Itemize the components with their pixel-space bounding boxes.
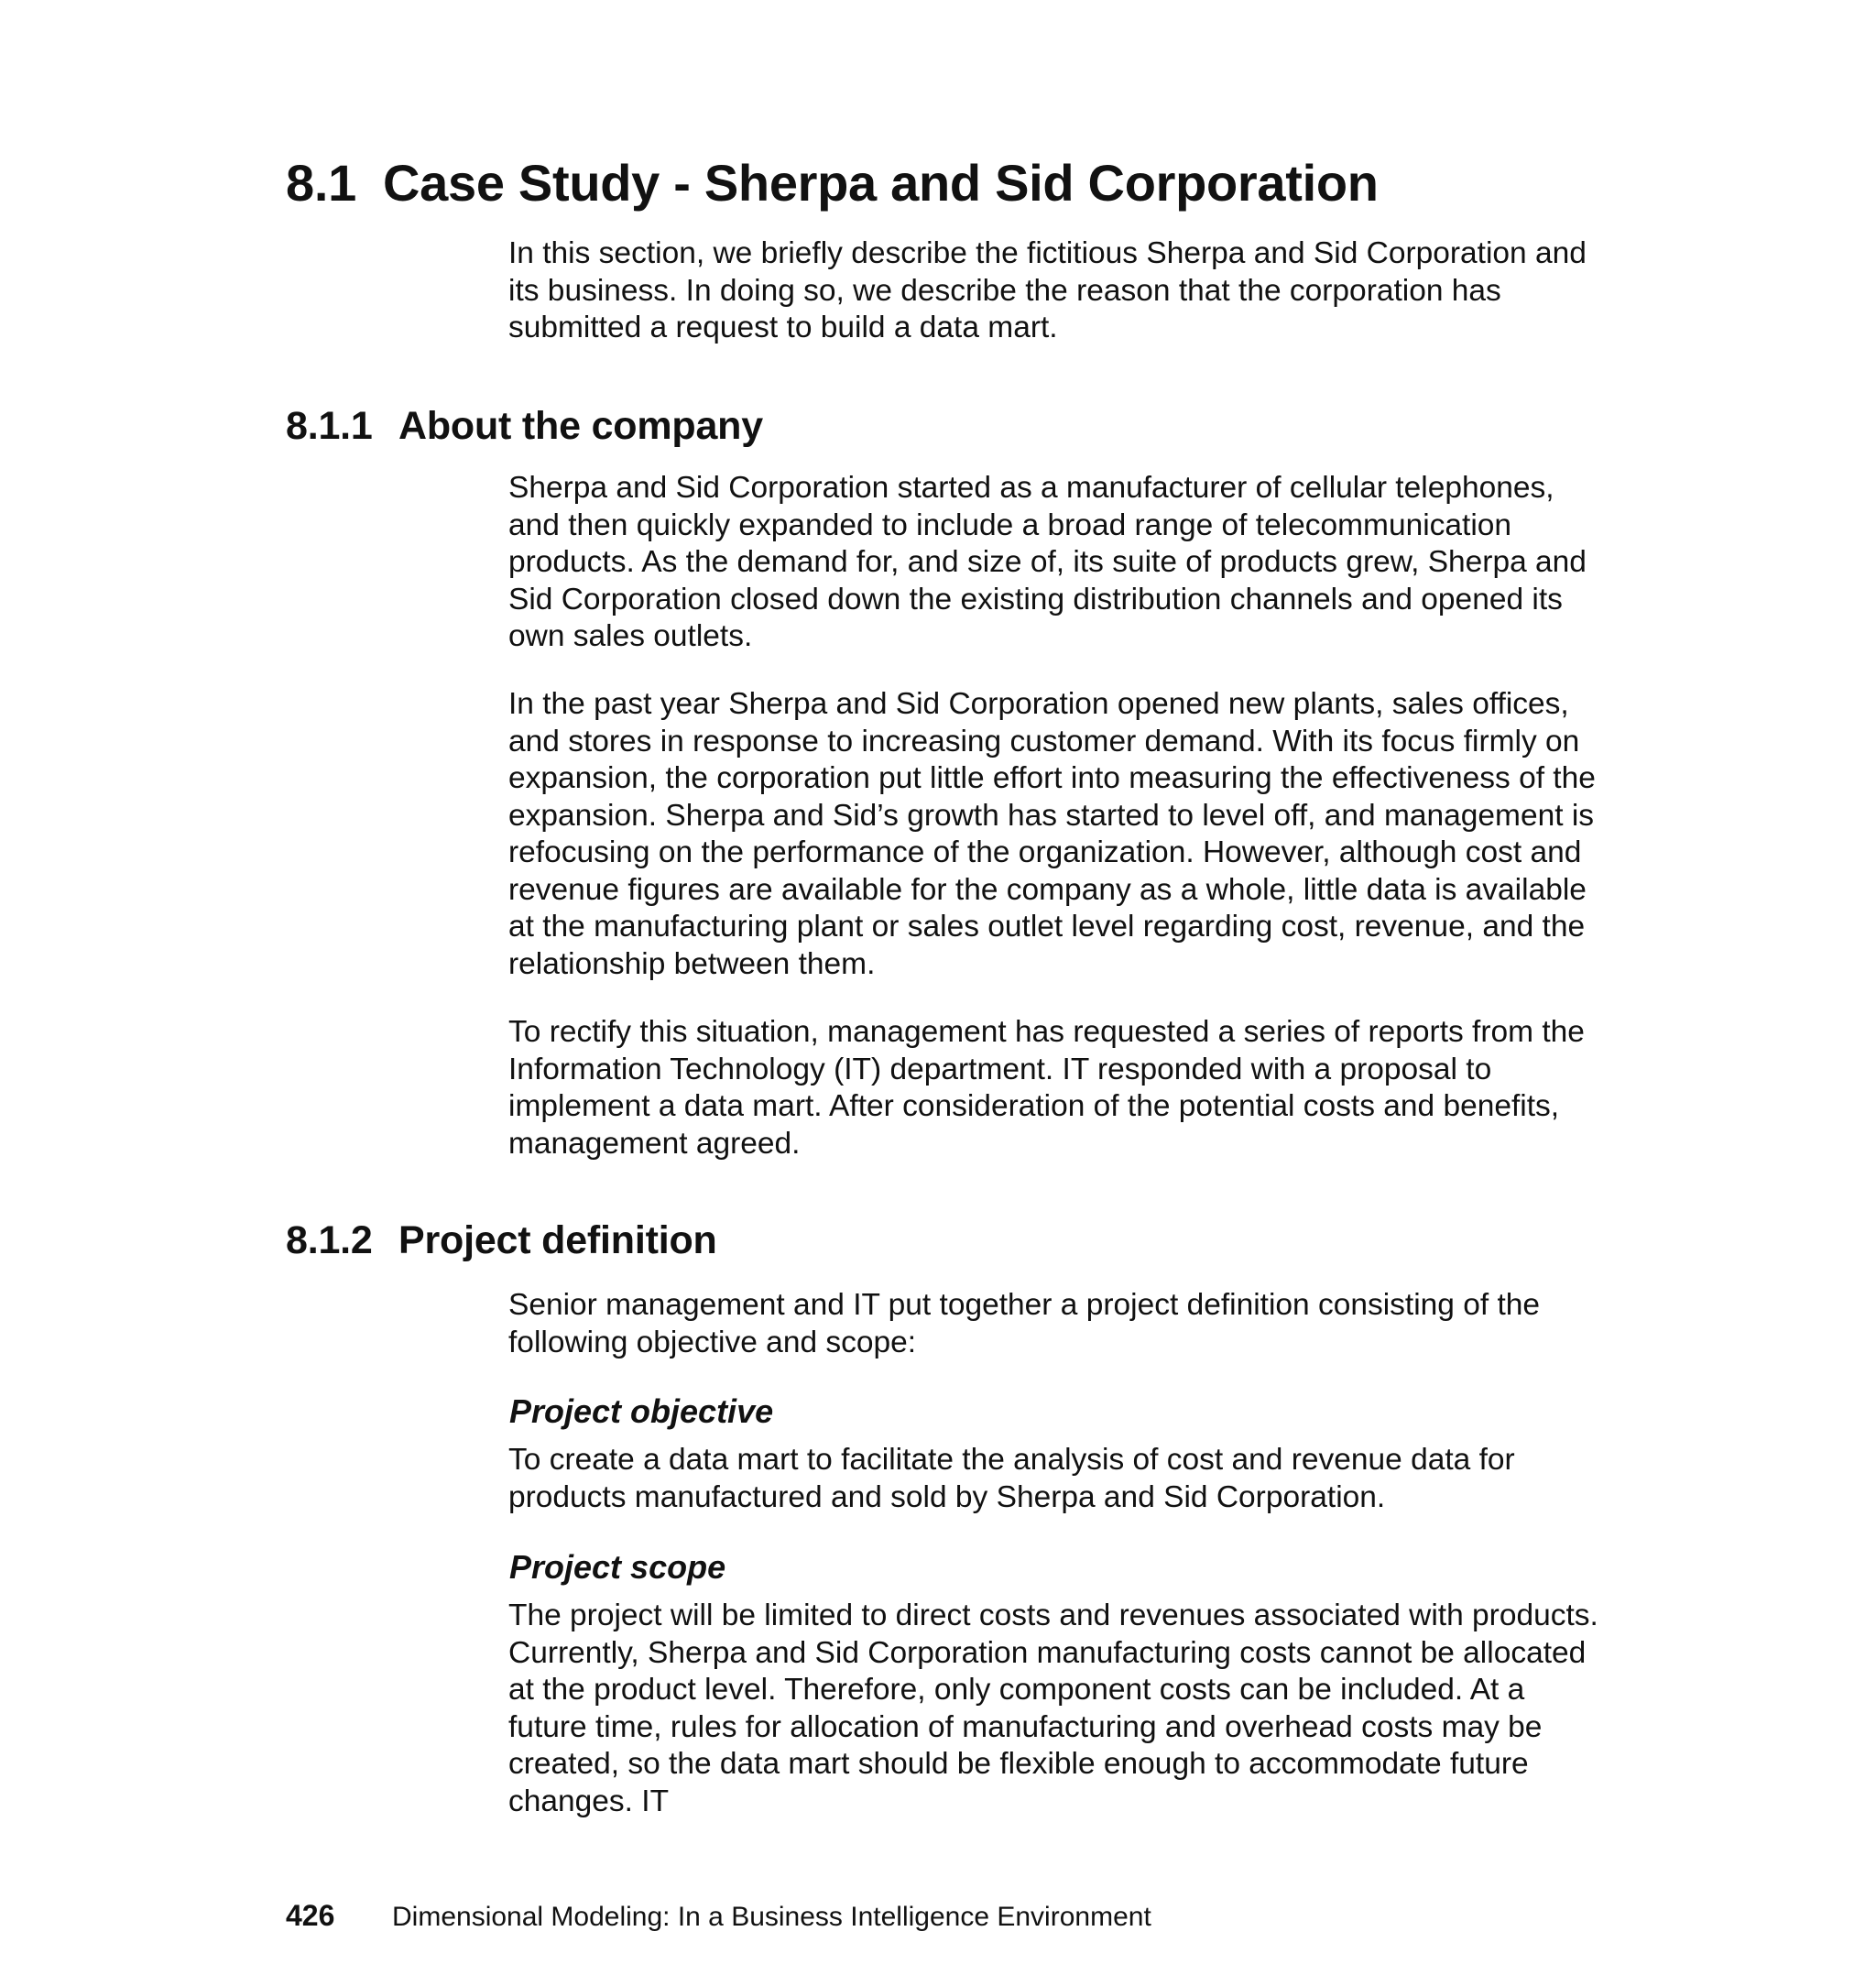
subsection-title-about: About the company [398, 404, 763, 448]
subsection-heading-project [286, 1217, 717, 1264]
book-title: Dimensional Modeling: In a Business Intelligence Environment [392, 1902, 1151, 1932]
about-paragraph-2: In the past year Sherpa and Sid Corporation opened new plants, sales offices, and stores in response to increasing customer demand. With its focus firmly on expansion, the corporation put little effort into measuring the effectiveness of the expansion. Sherpa and Sid’s growth has started to level off, and management is refocusing on the performance of the organization. However, although cost and revenue figures are available for the company as a whole, little data is available at the manufacturing plant or sales outlet level regarding cost, revenue, and the relationship between them. [508, 687, 1596, 981]
page-footer [286, 1898, 1151, 1935]
subsection-number-project: 8.1.2 [286, 1218, 373, 1262]
project-objective-heading: Project objective [509, 1392, 774, 1430]
about-paragraph-1: Sherpa and Sid Corporation started as a manufacturer of cellular telephones, and then quickly expanded to include a broad range of telecommunication products. As the demand for, and size of, its suite of products grew, Sherpa and Sid Corporation closed down the existing distribution channels and opened its own sales outlets. [508, 471, 1587, 653]
project-scope-paragraph: The project will be limited to direct costs and revenues associated with products. Currently, Sherpa and Sid Corporation manufacturing costs cannot be allocated at the product level. Therefore, only component costs can be included. At a future time, rules for allocation of manufacturing and overhead costs may be created, so the data mart should be flexible enough to accommodate future changes. IT [508, 1599, 1598, 1818]
about-paragraph-3: To rectify this situation, management has requested a series of reports from the Information Technology (IT) department. IT responded with a proposal to implement a data mart. After consideration of the potential costs and benefits, management agreed. [508, 1015, 1585, 1161]
subsection-title-project: Project definition [398, 1218, 717, 1262]
project-scope-heading: Project scope [509, 1548, 726, 1586]
page-number: 426 [286, 1899, 335, 1932]
subsection-heading-about [286, 402, 763, 450]
section-heading [286, 154, 1379, 213]
section-title: Case Study - Sherpa and Sid Corporation [383, 154, 1379, 212]
project-intro-paragraph: Senior management and IT put together a project definition consisting of the following objective and scope: [508, 1288, 1541, 1359]
section-number: 8.1 [286, 154, 356, 212]
subsection-number-about: 8.1.1 [286, 404, 373, 448]
section-intro-paragraph: In this section, we briefly describe the fictitious Sherpa and Sid Corporation and its business. In doing so, we describe the reason that the corporation has submitted a request to build a data mart. [508, 236, 1587, 344]
project-objective-paragraph: To create a data mart to facilitate the analysis of cost and revenue data for products manufactured and sold by Sherpa and Sid Corporation. [508, 1443, 1515, 1514]
